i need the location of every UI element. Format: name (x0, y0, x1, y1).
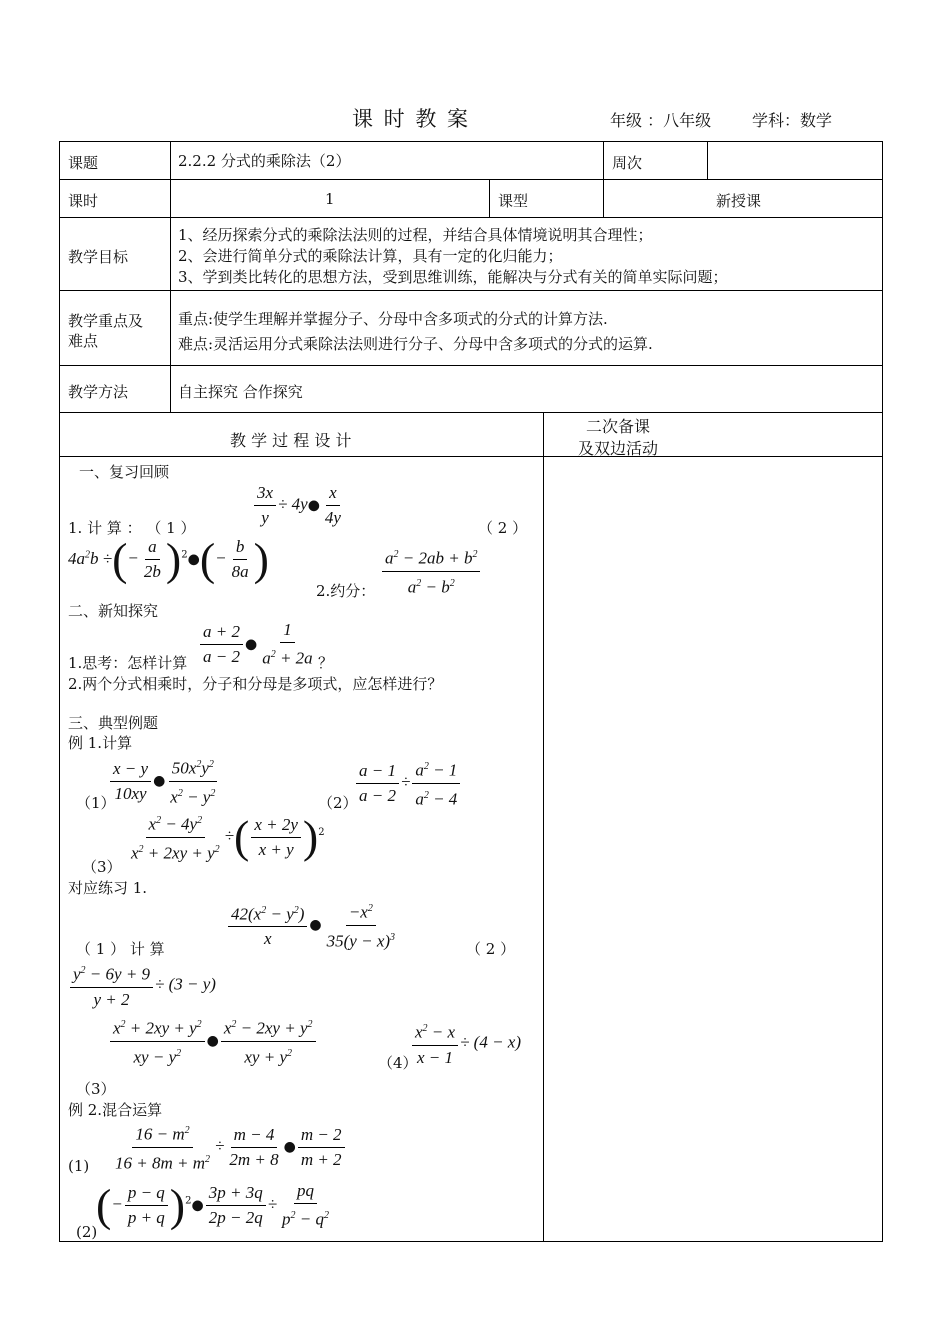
ex1-3-label: （3） (82, 858, 122, 876)
formula-p4: $\frac{x^2 - x}{x - 1}$ ÷ (4 − x) (410, 1018, 521, 1069)
practice-1-label: （ 1 ） 计 算 (76, 940, 165, 958)
method-label: 教学方法 (68, 383, 129, 401)
think-tail: ？ (318, 654, 334, 672)
review-title: 一、复习回顾 (79, 463, 170, 481)
goal-1: 1、经历探索分式的乘除法法则的过程，并结合具体情境说明其合理性； (178, 226, 653, 244)
page-title: 课 时 教 案 (352, 107, 471, 131)
formula-ex2-2: (− $\frac{p - q}{p + q}$ )$^2$● $\frac{3p + 3q}{2p - 2q}$ ÷ $\frac{pq}{p^2 - q^2}$ (96, 1179, 330, 1231)
q1-label: 1. 计 算 ： （ 1 ） (68, 519, 196, 537)
formula-ex1-2: $\frac{a - 1}{a - 2}$ ÷ $\frac{a^2 - 1}{a^2 - 4}$ (354, 756, 462, 810)
ex2-2-label: (2) (76, 1223, 98, 1241)
formula-p3: $\frac{x^2 + 2xy + y^2}{xy - y^2}$ ● $\frac{x^2 - 2xy + y^2}{xy + y^2}$ (108, 1014, 318, 1068)
goal-2: 2、会进行简单分式的乘除法计算，具有一定的化归能力； (178, 247, 563, 265)
ex1-1-label: （1） (76, 794, 116, 812)
side-label-1: 二次备课 (586, 417, 651, 436)
examples-title: 三、典型例题 (68, 714, 159, 732)
subject-label: 学科：数学 (752, 111, 833, 130)
formula-q2: $4a^2b$ ÷(− $\frac{a}{2b}$ )$^2$●(− $\frac{b}{8a}$ ) (68, 533, 269, 585)
side-label-2: 及双边活动 (578, 439, 659, 458)
keypoints-label-line2: 难点 (68, 332, 99, 350)
formula-ex1-3: $\frac{x^2 - 4y^2}{x^2 + 2xy + y^2}$ ÷( $\frac{x + 2y}{x + y}$ )$^2$ (131, 811, 325, 863)
goals-label: 教学目标 (68, 248, 129, 266)
formula-ex1-1: $\frac{x - y}{10xy}$ ● $\frac{50x^2y^2}{x^2 - y^2}$ (108, 754, 220, 808)
formula-think: $\frac{a + 2}{a - 2}$ ● $\frac{1}{a^2 + 2a}$ (198, 619, 318, 670)
reduce-label: 2.约分： (316, 582, 376, 600)
example1-label: 例 1.计算 (68, 734, 133, 752)
q2-label: （ 2 ） (478, 519, 528, 537)
type-value: 新授课 (716, 192, 762, 210)
practice-2-label: （ 2 ） (466, 940, 516, 958)
formula-q1: $\frac{3x}{y}$ ÷ 4y● $\frac{x}{4y}$ (252, 482, 346, 529)
formula-reduce: $\frac{a^2 - 2ab + b^2}{a^2 - b^2}$ (380, 544, 482, 598)
method-value: 自主探究 合作探究 (178, 383, 303, 401)
question-2: 2.两个分式相乘时，分子和分母是多项式，应怎样进行？ (68, 675, 443, 693)
period-value: 1 (325, 190, 335, 208)
process-label: 教 学 过 程 设 计 (230, 431, 352, 450)
formula-p1: $\frac{42(x^2 - y^2)}{x}$ ● $\frac{-x^2}{35(y - x)^3}$ (226, 898, 400, 952)
ex1-2-label: （2） (318, 794, 358, 812)
ex2-1-label: (1) (68, 1157, 90, 1175)
week-label: 周次 (612, 154, 643, 172)
difficulty: 难点:灵活运用分式乘除法法则进行分子、分母中含多项式的分式的运算. (178, 335, 653, 353)
type-label: 课型 (498, 192, 529, 210)
grade-label: 年级 ：八年级 (610, 111, 712, 130)
goal-3: 3、学到类比转化的思想方法，受到思维训练，能解决与分式有关的简单实际问题； (178, 268, 728, 286)
key-point: 重点:使学生理解并掌握分子、分母中含多项式的分式的计算方法. (178, 310, 608, 328)
formula-p2: $\frac{y^2 - 6y + 9}{y + 2}$ ÷ (3 − y) (68, 960, 216, 1011)
keypoints-label-line1: 教学重点及 (68, 312, 144, 330)
practice-3-label: （3） (76, 1080, 116, 1098)
period-label: 课时 (68, 192, 99, 210)
practice-label: 对应练习 1. (68, 879, 148, 897)
topic-label: 课题 (68, 154, 99, 172)
example2-label: 例 2.混合运算 (68, 1101, 163, 1119)
explore-title: 二、新知探究 (68, 602, 159, 620)
formula-ex2-1: $\frac{16 - m^2}{16 + 8m + m^2}$ ÷ $\frac{m - 4}{2m + 8}$ ● $\frac{m - 2}{m + 2}$ (110, 1120, 347, 1174)
practice-4-label: （4） (378, 1054, 418, 1072)
think-label: 1.思考：怎样计算 (68, 654, 188, 672)
topic-value: 2.2.2 分式的乘除法（2） (178, 152, 351, 170)
